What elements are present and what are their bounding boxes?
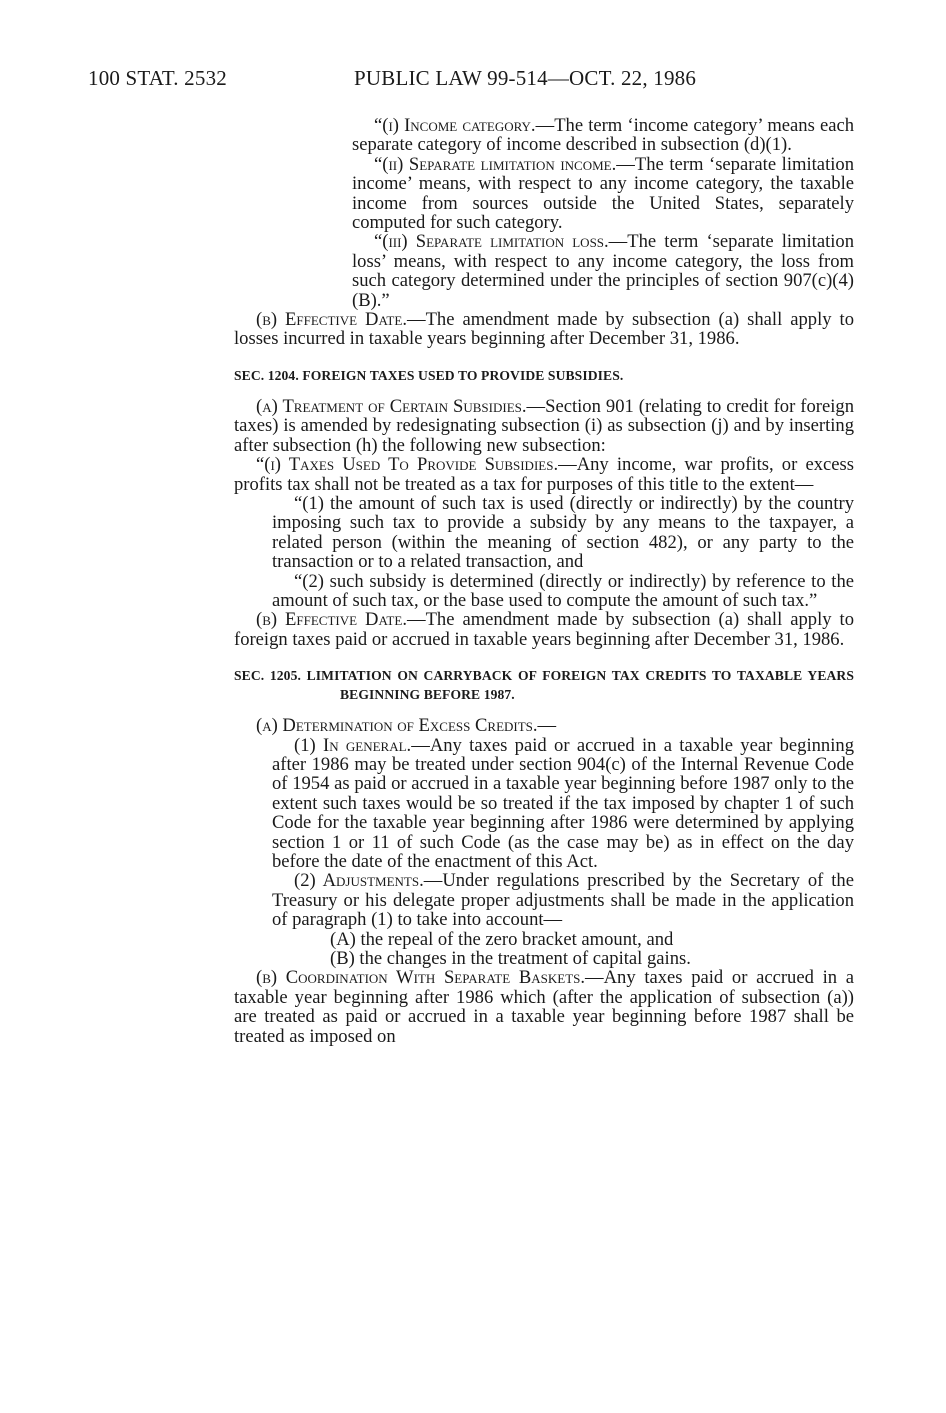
- paragraph-effective-date-1203: [234, 310, 854, 349]
- paragraph-heading: “(i) Taxes Used To Provide Subsidies.: [256, 454, 559, 476]
- paragraph-coordination-separate-baskets: [234, 968, 854, 1046]
- statute-text: [234, 116, 854, 1046]
- paragraph-heading: (b) Coordination With Separate Baskets.: [256, 967, 586, 989]
- paragraph-text: —: [537, 715, 557, 737]
- paragraph-determination-excess-credits: [234, 716, 854, 735]
- paragraph-heading: (b) Effective Date.: [256, 609, 407, 631]
- paragraph-heading: “(iii) Separate limitation loss.: [374, 231, 609, 253]
- paragraph-clause-1: “(1) the amount of such tax is used (directly or indirectly) by the country imposing such tax to provide a subsidy by any means to the taxpayer, a related person (within the meaning of section 482), or any party to the transaction or to a related transaction, and: [272, 492, 854, 573]
- paragraph-text: —The amendment made by subsection (a) shall apply to foreign taxes paid or accrued in taxable years beginning after December 31, 1986.: [234, 609, 854, 650]
- paragraph-heading: (a) Treatment of Certain Subsidies.: [256, 395, 527, 417]
- paragraph-text: —The amendment made by subsection (a) shall apply to losses incurred in taxable years beginning after December 31, 1986.: [234, 309, 854, 350]
- paragraph-heading: (2) Adjustments.: [294, 870, 424, 892]
- stat-page-number: 100 STAT. 2532: [88, 66, 227, 90]
- paragraph-clause-2: “(2) such subsidy is determined (directly or indirectly) by reference to the amount of such tax, or the base used to compute the amount of such tax.”: [272, 570, 854, 611]
- paragraph-separate-limitation-loss: [234, 232, 854, 310]
- paragraph-adjustments: [234, 871, 854, 929]
- paragraph-income-category: [234, 116, 854, 155]
- paragraph-treatment-of-subsidies: [234, 397, 854, 455]
- paragraph-heading: (a) Determination of Excess Credits.: [256, 715, 538, 737]
- paragraph-text: —Any taxes paid or accrued in a taxable year beginning after 1986 may be treated under section 904(c) of the Internal Revenue Code of 1954 as paid or accrued in a taxable year beginning before 1987 only to the extent such taxes would be so treated if the tax imposed by chapter 1 of such Code for the taxable year beginning after 1986 were determined by applying section 1 or 11 of such Code (as the case may be) as in effect on the day before the date of the enactment of this Act.: [272, 734, 854, 872]
- paragraph-heading: (b) Effective Date.: [256, 309, 407, 331]
- paragraph-effective-date-1204: [234, 610, 854, 649]
- paragraph-in-general: [234, 736, 854, 872]
- paragraph-text: —The term ‘separate limitation income’ means, with respect to any income category, the taxable income from sources outside the United States, separately computed for such category.: [352, 153, 854, 234]
- paragraph-text: —Any taxes paid or accrued in a taxable year beginning after 1986 which (after the application of subsection (a)) are treated as paid or accrued in a taxable year beginning before 1987 shall be treated as imposed on: [234, 967, 854, 1047]
- paragraph-subclause-b: (B) the changes in the treatment of capital gains.: [330, 948, 691, 970]
- paragraph-text: —Under regulations prescribed by the Secretary of the Treasury or his delegate proper adjustments shall be made in the application of paragraph (1) to take into account—: [272, 870, 854, 931]
- paragraph-text: —Section 901 (relating to credit for foreign taxes) is amended by redesignating subsection (i) as subsection (j) and by inserting after subsection (h) the following new subsection:: [234, 395, 854, 456]
- section-heading-1204: SEC. 1204. FOREIGN TAXES USED TO PROVIDE SUBSIDIES.: [234, 367, 624, 383]
- paragraph-subclause-a: (A) the repeal of the zero bracket amount, and: [330, 928, 674, 950]
- paragraph-separate-limitation-income: [234, 155, 854, 233]
- running-header: [88, 66, 858, 96]
- paragraph-text: —The term ‘income category’ means each separate category of income described in subsection (d)(1).: [352, 115, 854, 156]
- paragraph-heading: (1) In general.: [294, 734, 412, 756]
- paragraph-text: —The term ‘separate limitation loss’ means, with respect to any income category, the loss from such category determined under the principles of section 907(c)(4)(B).”: [352, 231, 854, 311]
- paragraph-text: —Any income, war profits, or excess profits tax shall not be treated as a tax for purposes of this title to the extent—: [234, 454, 854, 495]
- section-heading-1205: SEC. 1205. LIMITATION ON CARRYBACK OF FOREIGN TAX CREDITS TO TAXABLE YEARS BEGINNING BEFORE 1987.: [234, 668, 854, 703]
- paragraph-heading: “(ii) Separate limitation income.: [374, 153, 617, 175]
- paragraph-heading: “(i) Income category.: [374, 115, 536, 136]
- paragraph-taxes-used-subsidies: [234, 455, 854, 494]
- public-law-title: PUBLIC LAW 99-514—OCT. 22, 1986: [354, 66, 697, 90]
